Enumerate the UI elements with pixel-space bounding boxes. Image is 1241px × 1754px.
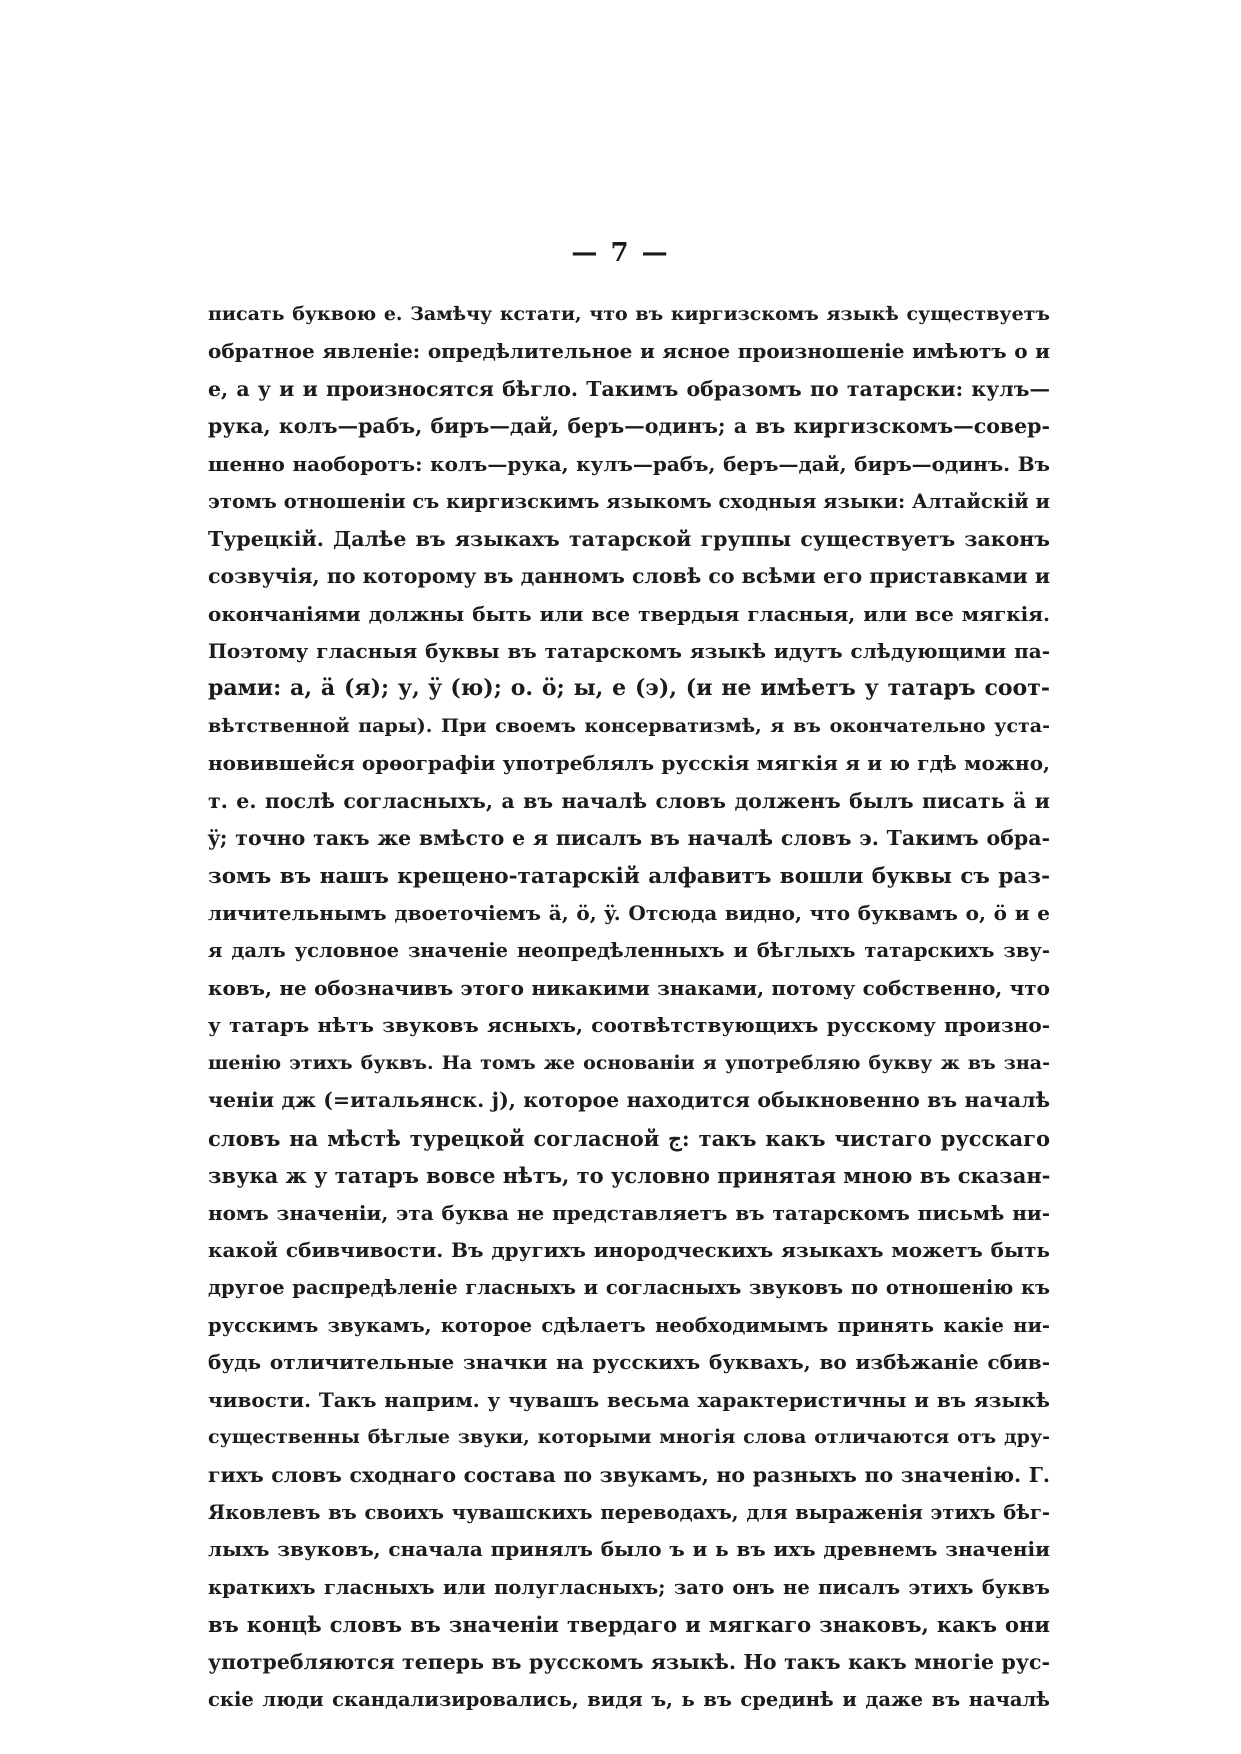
body-text [208, 296, 1050, 1719]
text-line: зомъ въ нашъ крещено-татарскій алфавитъ вошли буквы съ раз- [208, 863, 1050, 889]
text-line: новившейся орѳографіи употреблялъ русскія мягкія я и ю гдѣ можно, [208, 751, 1050, 776]
text-line: номъ значеніи, эта буква не представляетъ въ татарскомъ письмѣ ни- [208, 1200, 1050, 1225]
text-line: употребляются теперь въ русскомъ языкѣ. Но такъ какъ многіе рус- [208, 1649, 1050, 1674]
text-line: ченіи дж (=итальянск. j), которое находится обыкновенно въ началѣ [208, 1088, 1050, 1113]
text-line: лыхъ звуковъ, сначала принялъ было ъ и ь въ ихъ древнемъ значеніи [208, 1537, 1050, 1562]
text-line: этомъ отношеніи съ киргизскимъ языкомъ сходныя языки: Алтайскій и [208, 490, 1050, 514]
text-line: шенно наоборотъ: колъ—рука, кулъ—рабъ, беръ—дай, биръ—одинъ. Въ [208, 451, 1050, 476]
text-line: е, а у и и произносятся бѣгло. Такимъ образомъ по татарски: кулъ— [208, 376, 1050, 401]
text-line: русскимъ звукамъ, которое сдѣлаетъ необходимымъ принять какіе ни- [208, 1313, 1050, 1337]
text-line: я далъ условное значеніе неопредѣленныхъ и бѣглыхъ татарскихъ зву- [208, 939, 1050, 963]
text-line: словъ на мѣстѣ турецкой согласной ج: такъ какъ чистаго русскаго [208, 1125, 1050, 1151]
text-line: въ концѣ словъ въ значеніи твердаго и мягкаго знаковъ, какъ они [208, 1612, 1050, 1638]
text-line: вѣтственной пары). При своемъ консерватизмѣ, я въ окончательно уста- [208, 714, 1050, 737]
text-line: рука, колъ—рабъ, биръ—дай, беръ—одинъ; а въ киргизскомъ—совер- [208, 414, 1050, 439]
text-line: обратное явленіе: опредѣлительное и ясное произношеніе имѣютъ о и [208, 339, 1050, 364]
text-line: Поэтому гласныя буквы въ татарскомъ языкѣ идутъ слѣдующими па- [208, 638, 1050, 663]
text-line: ÿ; точно такъ же вмѣсто е я писалъ въ началѣ словъ э. Такимъ обра- [208, 826, 1050, 851]
text-line: Яковлевъ въ своихъ чувашскихъ переводахъ, для выраженія этихъ бѣг- [208, 1501, 1050, 1524]
text-line: чивости. Такъ наприм. у чувашъ весьма характеристичны и въ языкѣ [208, 1387, 1050, 1412]
text-line: скіе люди скандализировались, видя ъ, ь въ срединѣ и даже въ началѣ [208, 1688, 1050, 1712]
text-line: существенны бѣглые звуки, которыми многія слова отличаются отъ дру- [208, 1426, 1050, 1449]
text-line: будь отличительные значки на русскихъ буквахъ, во избѣжаніе сбив- [208, 1350, 1050, 1375]
text-line: рами: а, ä (я); у, ÿ (ю); о. ö; ы, е (э), (и не имѣетъ у татаръ соот- [208, 675, 1050, 702]
text-line: писать буквою е. Замѣчу кстати, что въ киргизскомъ языкѣ существуетъ [208, 303, 1050, 325]
text-line: у татаръ нѣтъ звуковъ ясныхъ, соотвѣтствующихъ русскому произно- [208, 1013, 1050, 1038]
text-line: другое распредѣленіе гласныхъ и согласныхъ звуковъ по отношенію къ [208, 1276, 1050, 1300]
text-line: ковъ, не обозначивъ этого никакими знаками, потому собственно, что [208, 975, 1050, 1000]
text-line: звука ж у татаръ вовсе нѣтъ, то условно принятая мною въ сказан- [208, 1163, 1051, 1189]
text-line: гихъ словъ сходнаго состава по звукамъ, но разныхъ по значенію. Г. [208, 1462, 1050, 1487]
text-line: личительнымъ двоеточіемъ ä, ö, ÿ. Отсюда видно, что буквамъ о, ö и е [208, 901, 1050, 925]
text-line: шенію этихъ буквъ. На томъ же основаніи я употребляю букву ж въ зна- [208, 1051, 1050, 1074]
text-line: т. е. послѣ согласныхъ, а въ началѣ словъ долженъ былъ писать ä и [208, 788, 1050, 813]
text-line: краткихъ гласныхъ или полугласныхъ; зато онъ не писалъ этихъ буквъ [208, 1575, 1050, 1599]
text-line: созвучія, по которому въ данномъ словѣ со всѣми его приставками и [208, 564, 1051, 589]
page-number: — 7 — [571, 238, 670, 268]
text-line: Турецкій. Далѣе въ языкахъ татарской группы существуетъ законъ [208, 526, 1050, 551]
text-line: какой сбивчивости. Въ другихъ инородческихъ языкахъ можетъ быть [208, 1237, 1050, 1262]
text-line: окончаніями должны быть или все твердыя гласныя, или все мягкія. [208, 601, 1050, 626]
